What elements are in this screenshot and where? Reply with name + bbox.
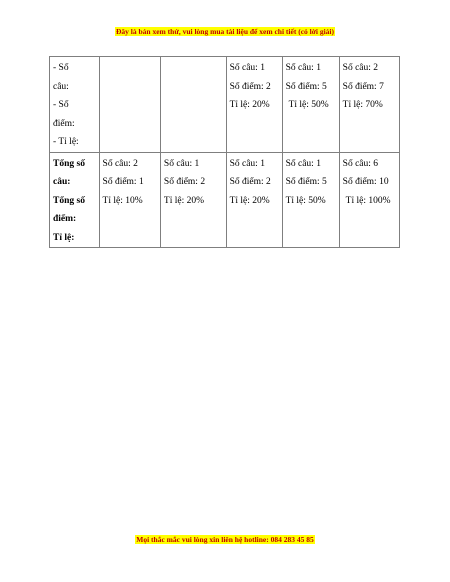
table-cell xyxy=(99,152,160,248)
preview-notice xyxy=(0,27,450,36)
score-value: Số điểm: 2 xyxy=(229,177,271,187)
table-cell-empty xyxy=(160,57,226,153)
hotline-notice-text: Mọi thắc mắc vui lòng xin liên hệ hotline: 084 283 45 85 xyxy=(136,535,314,544)
row-label-line: - Số xyxy=(53,100,69,110)
row-label-line: - Số xyxy=(53,63,69,73)
percentage: Tỉ lệ: 20% xyxy=(229,100,270,110)
percentage: Tỉ lệ: 50% xyxy=(285,195,326,206)
question-count: Số câu: 1 xyxy=(229,63,265,73)
row-label-line: Tỉ lệ: xyxy=(53,232,75,243)
question-count: Số câu: 2 xyxy=(102,158,138,169)
table-cell xyxy=(282,57,339,153)
question-count: Số câu: 1 xyxy=(229,158,265,169)
score-matrix-table xyxy=(49,56,400,248)
score-value: Số điểm: 5 xyxy=(285,81,327,92)
table-cell xyxy=(226,152,282,248)
table-row xyxy=(50,152,400,248)
row-label-line: Tổng số xyxy=(53,195,85,206)
table-row xyxy=(50,57,400,153)
score-value: Số điểm: 10 xyxy=(342,177,389,187)
percentage: Tỉ lệ: 20% xyxy=(163,195,205,206)
row-label-line: câu: xyxy=(53,177,71,187)
row-label-line: - Tỉ lệ: xyxy=(53,137,79,147)
score-value: Số điểm: 7 xyxy=(342,81,384,92)
preview-notice-text: Đây là bản xem thử, vui lòng mua tài liệu để xem chi tiết (có lời giải) xyxy=(115,27,335,36)
hotline-notice xyxy=(0,535,450,544)
row-label-line: điểm: xyxy=(53,214,77,224)
percentage: Tỉ lệ: 50% xyxy=(288,100,329,110)
row-label-cell xyxy=(50,57,100,153)
row-label-line: Tổng số xyxy=(53,158,85,169)
score-value: Số điểm: 1 xyxy=(102,177,144,187)
question-count: Số câu: 1 xyxy=(163,158,200,169)
table-cell xyxy=(226,57,282,153)
percentage: Tỉ lệ: 70% xyxy=(342,100,383,110)
question-count: Số câu: 1 xyxy=(285,63,321,73)
question-count: Số câu: 1 xyxy=(285,158,321,169)
question-count: Số câu: 6 xyxy=(342,158,379,169)
score-value: Số điểm: 2 xyxy=(163,177,206,187)
table-cell-empty xyxy=(99,57,160,153)
score-value: Số điểm: 2 xyxy=(229,81,271,92)
table-cell xyxy=(339,57,399,153)
table-cell xyxy=(339,152,399,248)
row-label-cell xyxy=(50,152,100,248)
row-label-line: điểm: xyxy=(53,118,75,129)
question-count: Số câu: 2 xyxy=(342,63,379,73)
score-value: Số điểm: 5 xyxy=(285,177,327,187)
percentage: Tỉ lệ: 100% xyxy=(345,195,391,206)
percentage: Tỉ lệ: 20% xyxy=(229,195,270,206)
row-label-line: câu: xyxy=(53,81,69,92)
table-cell xyxy=(282,152,339,248)
table-cell xyxy=(160,152,226,248)
percentage: Tỉ lệ: 10% xyxy=(102,195,143,206)
